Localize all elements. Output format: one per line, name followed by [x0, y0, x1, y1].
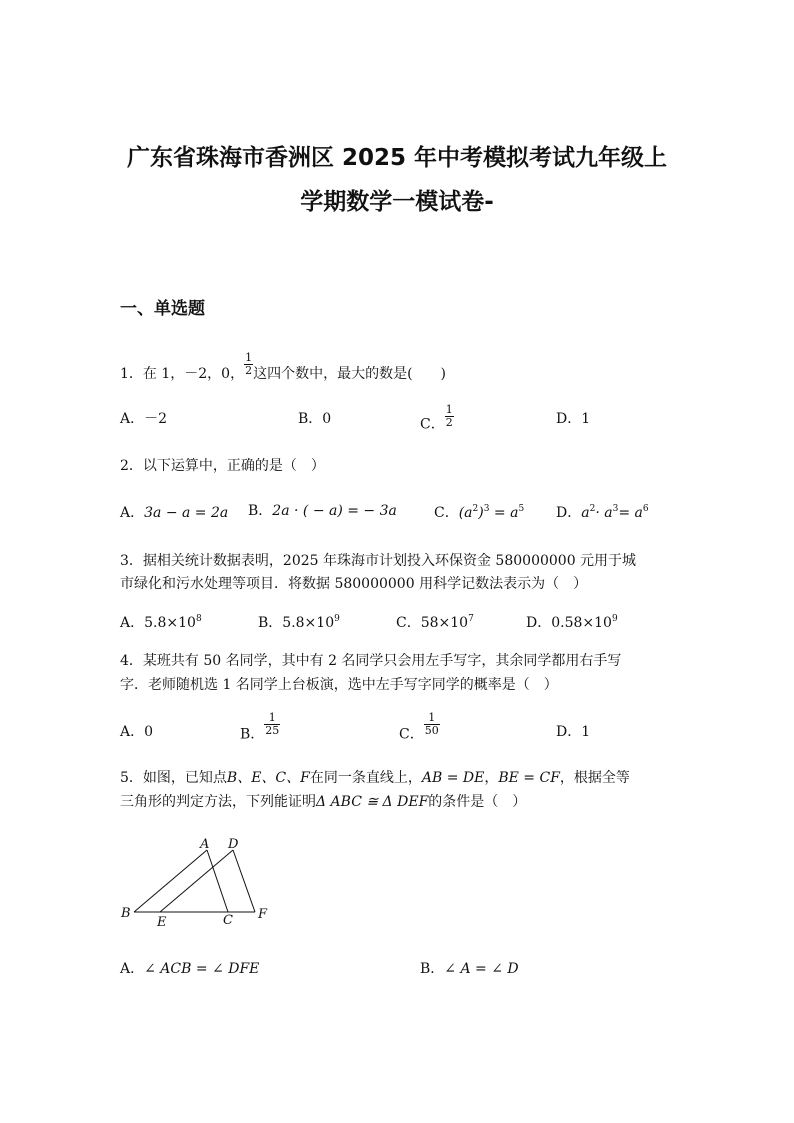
q1-c-den: 2 [445, 416, 453, 429]
question-3-line1: 3．据相关统计数据表明，2025 年珠海市计划投入环保资金 580000000 元用于城 [120, 553, 637, 569]
q4-c-fraction [424, 712, 440, 737]
q5-l2-b: Δ ABC ≅ Δ DEF [316, 794, 429, 810]
q5-option-a [120, 958, 259, 978]
q3-b-exp: 9 [334, 614, 340, 624]
q2-option-a [120, 502, 228, 522]
q4-c-label: C． [399, 726, 424, 743]
q3-a-expr: 5.8×10 [144, 615, 196, 631]
q2-option-d [556, 502, 649, 522]
question-4-line2: 字．老师随机选 1 名同学上台板演，选中左手写字同学的概率是（ ） [120, 677, 558, 693]
q5-a-label: A． [120, 961, 145, 977]
question-4-line1: 4．某班共有 50 名同学，其中有 2 名同学只会用左手写字，其余同学都用右手写 [120, 653, 622, 669]
q1-option-c-fraction [445, 404, 454, 429]
q2-d-label: D． [556, 505, 582, 521]
label-d: D [228, 837, 239, 852]
q1-prefix: 1．在 1，－2，0， [120, 366, 245, 382]
q2-c-label: C． [434, 505, 459, 521]
q4-b-den: 25 [265, 724, 280, 737]
section-heading: 一、单选题 [120, 299, 205, 319]
q2-a-expr: 3a − a = 2a [144, 505, 229, 521]
q1-frac-den: 2 [245, 364, 253, 377]
label-c: C [223, 913, 233, 928]
question-3-line2: 市绿化和污水处理等项目．将数据 580000000 用科学记数法表示为（ ） [120, 576, 588, 592]
q5-l2-a: 三角形的判定方法，下列能证明 [120, 794, 316, 810]
question-5-line1 [120, 767, 630, 787]
q2-option-c [434, 502, 524, 522]
q4-b-fraction [264, 712, 280, 737]
q1-fraction [244, 352, 253, 377]
q2-c-expr: $(a^2)^3 = a^5$ [458, 504, 525, 521]
q3-a-exp: 8 [195, 614, 202, 624]
q4-b-num: 1 [264, 712, 280, 725]
q5-l1-b: 在同一条直线上， [309, 770, 422, 786]
q1-option-a: A．－2 [120, 411, 168, 427]
q1-suffix: 这四个数中，最大的数是( ) [253, 366, 447, 382]
q5-l2-c: 的条件是（ ） [428, 794, 527, 810]
q3-option-c [396, 612, 474, 632]
q2-d-expr: $a^2\cdot a^3= a^6$ [581, 504, 649, 521]
q1-option-c [420, 404, 454, 434]
q5-triangle-figure [115, 832, 285, 932]
q2-b-label: B． [248, 503, 273, 519]
q3-c-label: C． [396, 615, 421, 631]
q4-c-den: 50 [424, 724, 439, 737]
label-a: A [200, 837, 210, 852]
q3-a-label: A． [120, 615, 145, 631]
q3-d-label: D． [526, 615, 552, 631]
q1-frac-num: 1 [245, 351, 253, 364]
q2-b-expr: 2a · ( − a) = − 3a [272, 503, 397, 519]
q4-c-num: 1 [424, 712, 440, 725]
q5-l1-f: ，根据全等 [559, 770, 630, 786]
q1-c-num: 1 [445, 403, 453, 416]
q2-a-label: A． [120, 505, 145, 521]
q3-c-exp: 7 [468, 614, 474, 624]
q5-l1-d: ， [484, 770, 499, 786]
q3-d-expr: 0.58×10 [551, 615, 612, 631]
q4-option-a: A．0 [120, 724, 154, 740]
page-title-line1: 广东省珠海市香洲区 2025 年中考模拟考试九年级上 [126, 145, 668, 171]
q2-option-b [248, 500, 397, 520]
segment-df [233, 850, 255, 912]
q3-option-d [526, 612, 618, 632]
q5-option-b [420, 958, 519, 978]
question-1 [120, 352, 446, 383]
q1-option-b: B．0 [298, 411, 332, 427]
q4-option-d: D．1 [556, 724, 591, 740]
label-e: E [157, 915, 167, 930]
q4-b-label: B． [240, 726, 265, 743]
q3-b-expr: 5.8×10 [282, 615, 335, 631]
q1-option-d: D．1 [556, 411, 591, 427]
segment-ac [207, 850, 228, 912]
q3-b-label: B． [258, 615, 283, 631]
q3-c-expr: 58×10 [420, 615, 469, 631]
q5-l1-c: AB = DE [421, 770, 485, 786]
q3-option-b [258, 612, 340, 632]
q5-b-expr: ∠ A = ∠ D [444, 961, 519, 977]
q4-option-b [240, 712, 280, 744]
q3-d-exp: 9 [611, 614, 618, 624]
label-f: F [258, 907, 268, 922]
question-2: 2．以下运算中，正确的是（ ） [120, 458, 325, 474]
q5-l1-points: B、E、C、F [226, 770, 310, 786]
q5-l1-a: 5．如图，已知点 [120, 770, 227, 786]
page-title-line2: 学期数学一模试卷- [300, 189, 494, 215]
question-5-line2 [120, 791, 526, 811]
q5-a-expr: ∠ ACB = ∠ DFE [144, 961, 260, 977]
q5-b-label: B． [420, 961, 445, 977]
q4-option-c [399, 712, 440, 744]
label-b: B [121, 906, 131, 921]
q1-option-c-label: C． [420, 416, 445, 433]
q3-option-a [120, 612, 202, 632]
q5-l1-e: BE = CF [498, 770, 560, 786]
